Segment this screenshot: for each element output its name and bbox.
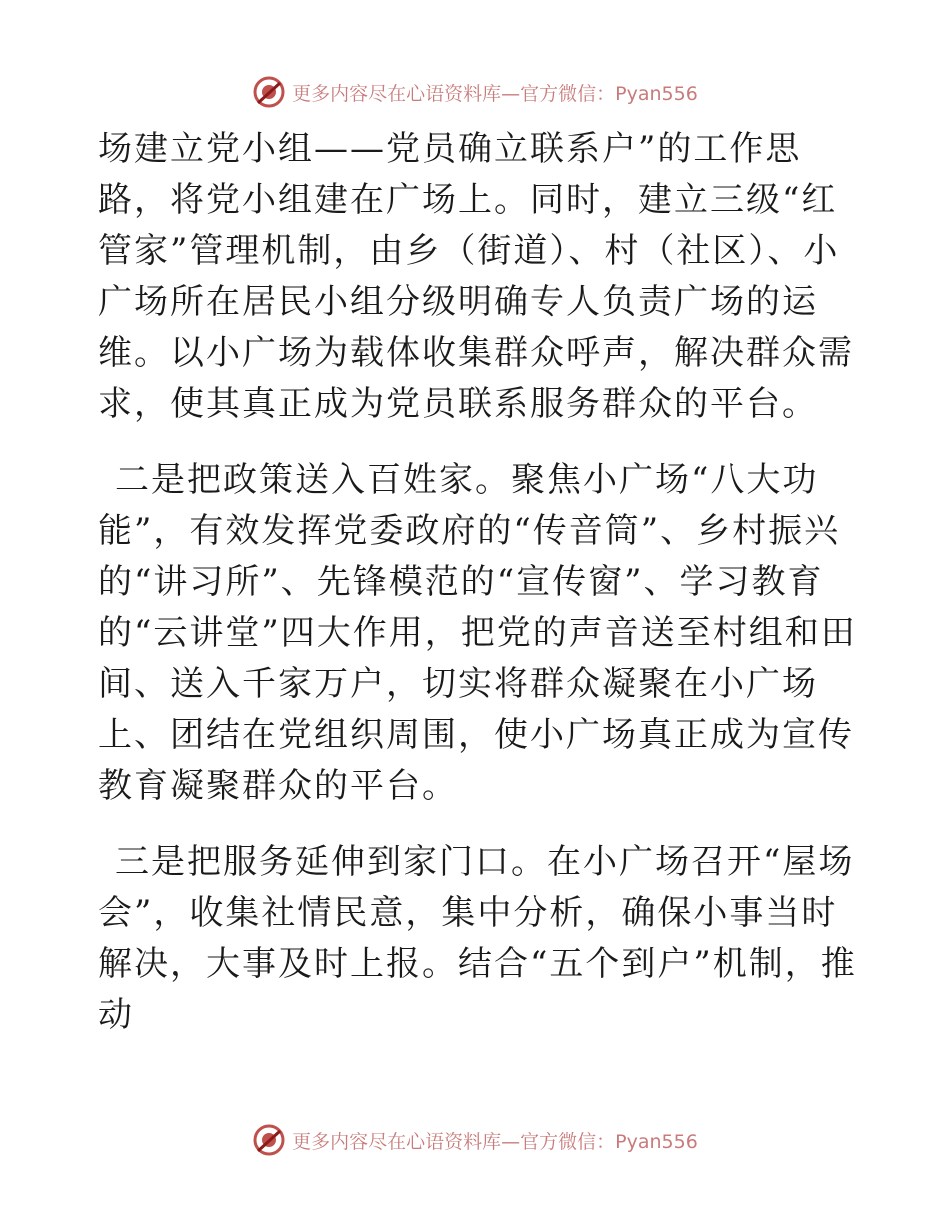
footer-watermark [0,1120,950,1160]
watermark-text: 更多内容尽在心语资料库—官方微信：Pyan556 [292,1130,698,1153]
header-watermark [0,72,950,112]
paragraph-3: 三是把服务延伸到家门口。在小广场召开“屋场会”，收集社情民意，集中分析，确保小事当时解决，大事及时上报。结合“五个到户”机制，推动 [98,842,857,1035]
watermark-text: 更多内容尽在心语资料库—官方微信：Pyan556 [292,82,698,105]
paragraph-1: 场建立党小组——党员确立联系户”的工作思路，将党小组建在广场上。同时，建立三级“红管家”管理机制，由乡（街道）、村（社区）、小广场所在居民小组分级明确专人负责广场的运维。以小广场为载体收集群众呼声，解决群众需求，使其真正成为党员联系服务群众的平台。 [98,129,854,424]
paragraph-2: 二是把政策送入百姓家。聚焦小广场“八大功能”，有效发挥党委政府的“传音筒”、乡村振兴的“讲习所”、先锋模范的“宣传窗”、学习教育的“云讲堂”四大作用，把党的声音送至村组和田间、送入千家万户，切实将群众凝聚在小广场上、团结在党组织周围，使小广场真正成为宣传教育凝聚群众的平台。 [98,460,857,806]
seal-logo-icon [252,1123,286,1157]
document-body [98,124,858,1041]
seal-logo-icon [252,75,286,109]
